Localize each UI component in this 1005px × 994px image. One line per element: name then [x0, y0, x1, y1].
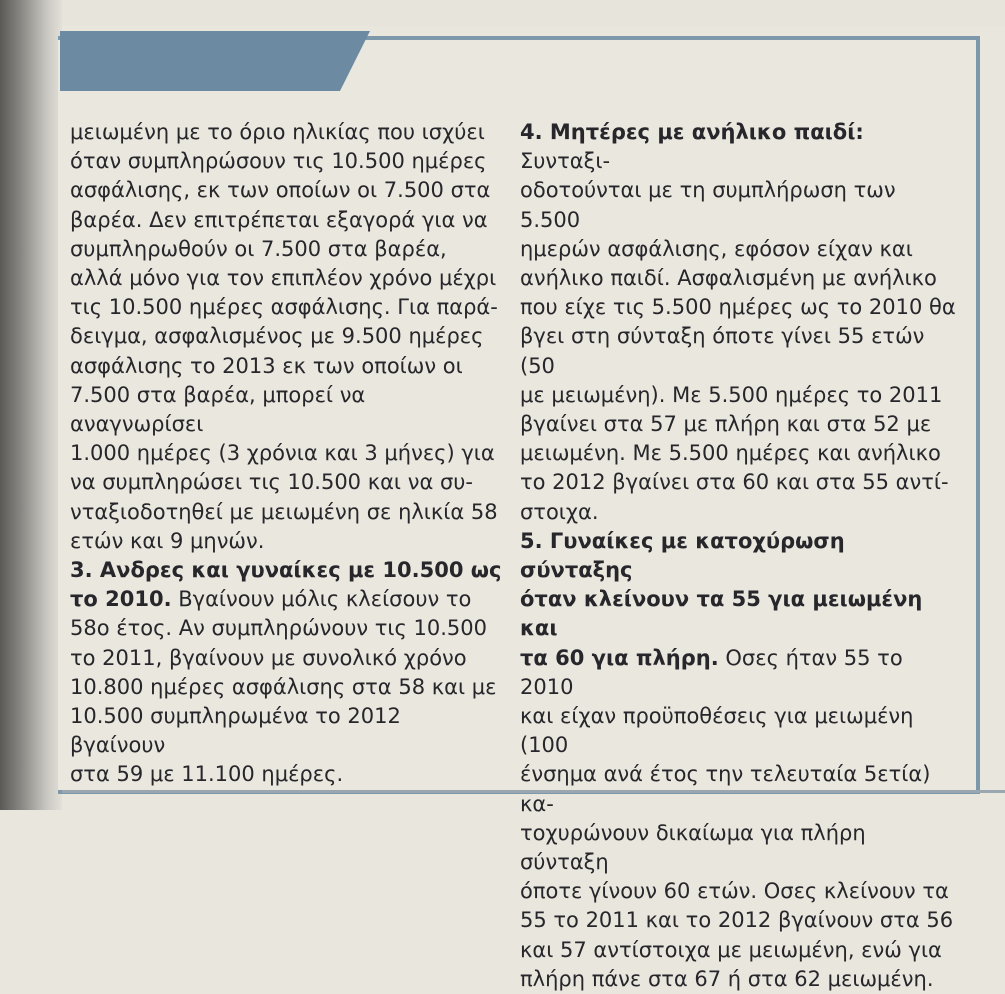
body-line: βγει στη σύνταξη όποτε γίνει 55 ετών (50 — [520, 324, 925, 378]
body-line: το 2012 βγαίνει στα 60 και στα 55 αντί- — [520, 470, 949, 495]
right-column — [520, 118, 960, 994]
header-band — [60, 31, 340, 91]
body-line: ασφάλισης το 2013 εκ των οποίων οι — [70, 353, 463, 378]
body-line: ανήλικο παιδί. Ασφαλισμένη με ανήλικο — [520, 266, 937, 291]
body-line: 55 το 2011 και το 2012 βγαίνουν στα 56 — [520, 908, 954, 933]
body-line: ένσημα ανά έτος την τελευταία 5ετία) κα- — [520, 762, 931, 816]
body-line: και είχαν προϋποθέσεις για μειωμένη (100 — [520, 704, 914, 758]
body-line: όποτε γίνουν 60 ετών. Οσες κλείνουν τα — [520, 879, 949, 904]
section-3-text: Βγαίνουν μόλις κλείσουν το — [171, 587, 472, 612]
section-5-line — [520, 644, 960, 702]
body-line: να συμπληρώσει τις 10.500 και να συ- — [70, 470, 473, 495]
section-4-text: Συνταξι- — [520, 149, 611, 174]
left-column — [70, 118, 502, 790]
section-4-heading: 4. Μητέρες με ανήλικο παιδί: — [520, 120, 864, 144]
section-3-heading: 3. Ανδρες και γυναίκες με 10.500 ως — [70, 558, 502, 583]
body-line: ημερών ασφάλισης, εφόσον είχαν και — [520, 236, 913, 261]
body-line: με μειωμένη). Με 5.500 ημέρες το 2011 — [520, 382, 943, 407]
section-5-heading: όταν κλείνουν τα 55 για μειωμένη και — [520, 587, 923, 641]
top-strip — [62, 0, 1005, 26]
body-line: 10.500 συμπληρωμένα το 2012 βγαίνουν — [70, 704, 401, 758]
section-5-heading: 5. Γυναίκες με κατοχύρωση σύνταξης — [520, 528, 845, 583]
body-line: ετών και 9 μηνών. — [70, 528, 265, 553]
section-3-heading-end: το 2010. — [70, 587, 172, 612]
section-3-line — [70, 585, 502, 614]
body-line: στα 59 με 11.100 ημέρες. — [70, 762, 344, 787]
body-line: το 2011, βγαίνουν με συνολικό χρόνο — [70, 645, 467, 670]
body-line: πλήρη πάνε στα 67 ή στα 62 μειωμένη. — [520, 966, 934, 991]
body-line: 58ο έτος. Αν συμπληρώνουν τις 10.500 — [70, 616, 488, 641]
body-line: 1.000 ημέρες (3 χρόνια και 3 μήνες) για — [70, 441, 495, 466]
body-line: μειωμένη. Με 5.500 ημέρες και ανήλικο — [520, 441, 941, 466]
body-line: τις 10.500 ημέρες ασφάλισης. Για παρά- — [70, 295, 498, 320]
body-line: δειγμα, ασφαλισμένος με 9.500 ημέρες — [70, 324, 484, 349]
section-4-line — [520, 118, 960, 176]
body-line: νταξιοδοτηθεί με μειωμένη σε ηλικία 58 — [70, 499, 498, 524]
body-line: τοχυρώνουν δικαίωμα για πλήρη σύνταξη — [520, 820, 866, 875]
body-line: μειωμένη με το όριο ηλικίας που ισχύει — [70, 120, 485, 144]
body-line: όταν συμπληρώσουν τις 10.500 ημέρες — [70, 149, 487, 174]
body-line: αλλά μόνο για τον επιπλέον χρόνο μέχρι — [70, 266, 497, 291]
section-5-text: Οσες ήταν 55 το 2010 — [520, 645, 903, 699]
section-5-heading-end: τα 60 για πλήρη. — [520, 645, 719, 670]
body-line: βγαίνει στα 57 με πλήρη και στα 52 με — [520, 412, 932, 437]
body-line: και 57 αντίστοιχα με μειωμένη, ενώ για — [520, 937, 942, 962]
body-line: 7.500 στα βαρέα, μπορεί να αναγνωρίσει — [70, 382, 366, 437]
body-line: στοιχα. — [520, 499, 599, 524]
body-line: 10.800 ημέρες ασφάλισης στα 58 και με — [70, 674, 497, 699]
body-line: που είχε τις 5.500 ημέρες ως το 2010 θα — [520, 295, 956, 320]
body-line: ασφάλισης, εκ των οποίων οι 7.500 στα — [70, 178, 491, 203]
page-gutter-shadow — [0, 0, 62, 810]
body-line: συμπληρωθούν οι 7.500 στα βαρέα, — [70, 236, 447, 261]
body-line: οδοτούνται με τη συμπλήρωση των 5.500 — [520, 178, 896, 232]
body-line: βαρέα. Δεν επιτρέπεται εξαγορά για να — [70, 207, 488, 232]
